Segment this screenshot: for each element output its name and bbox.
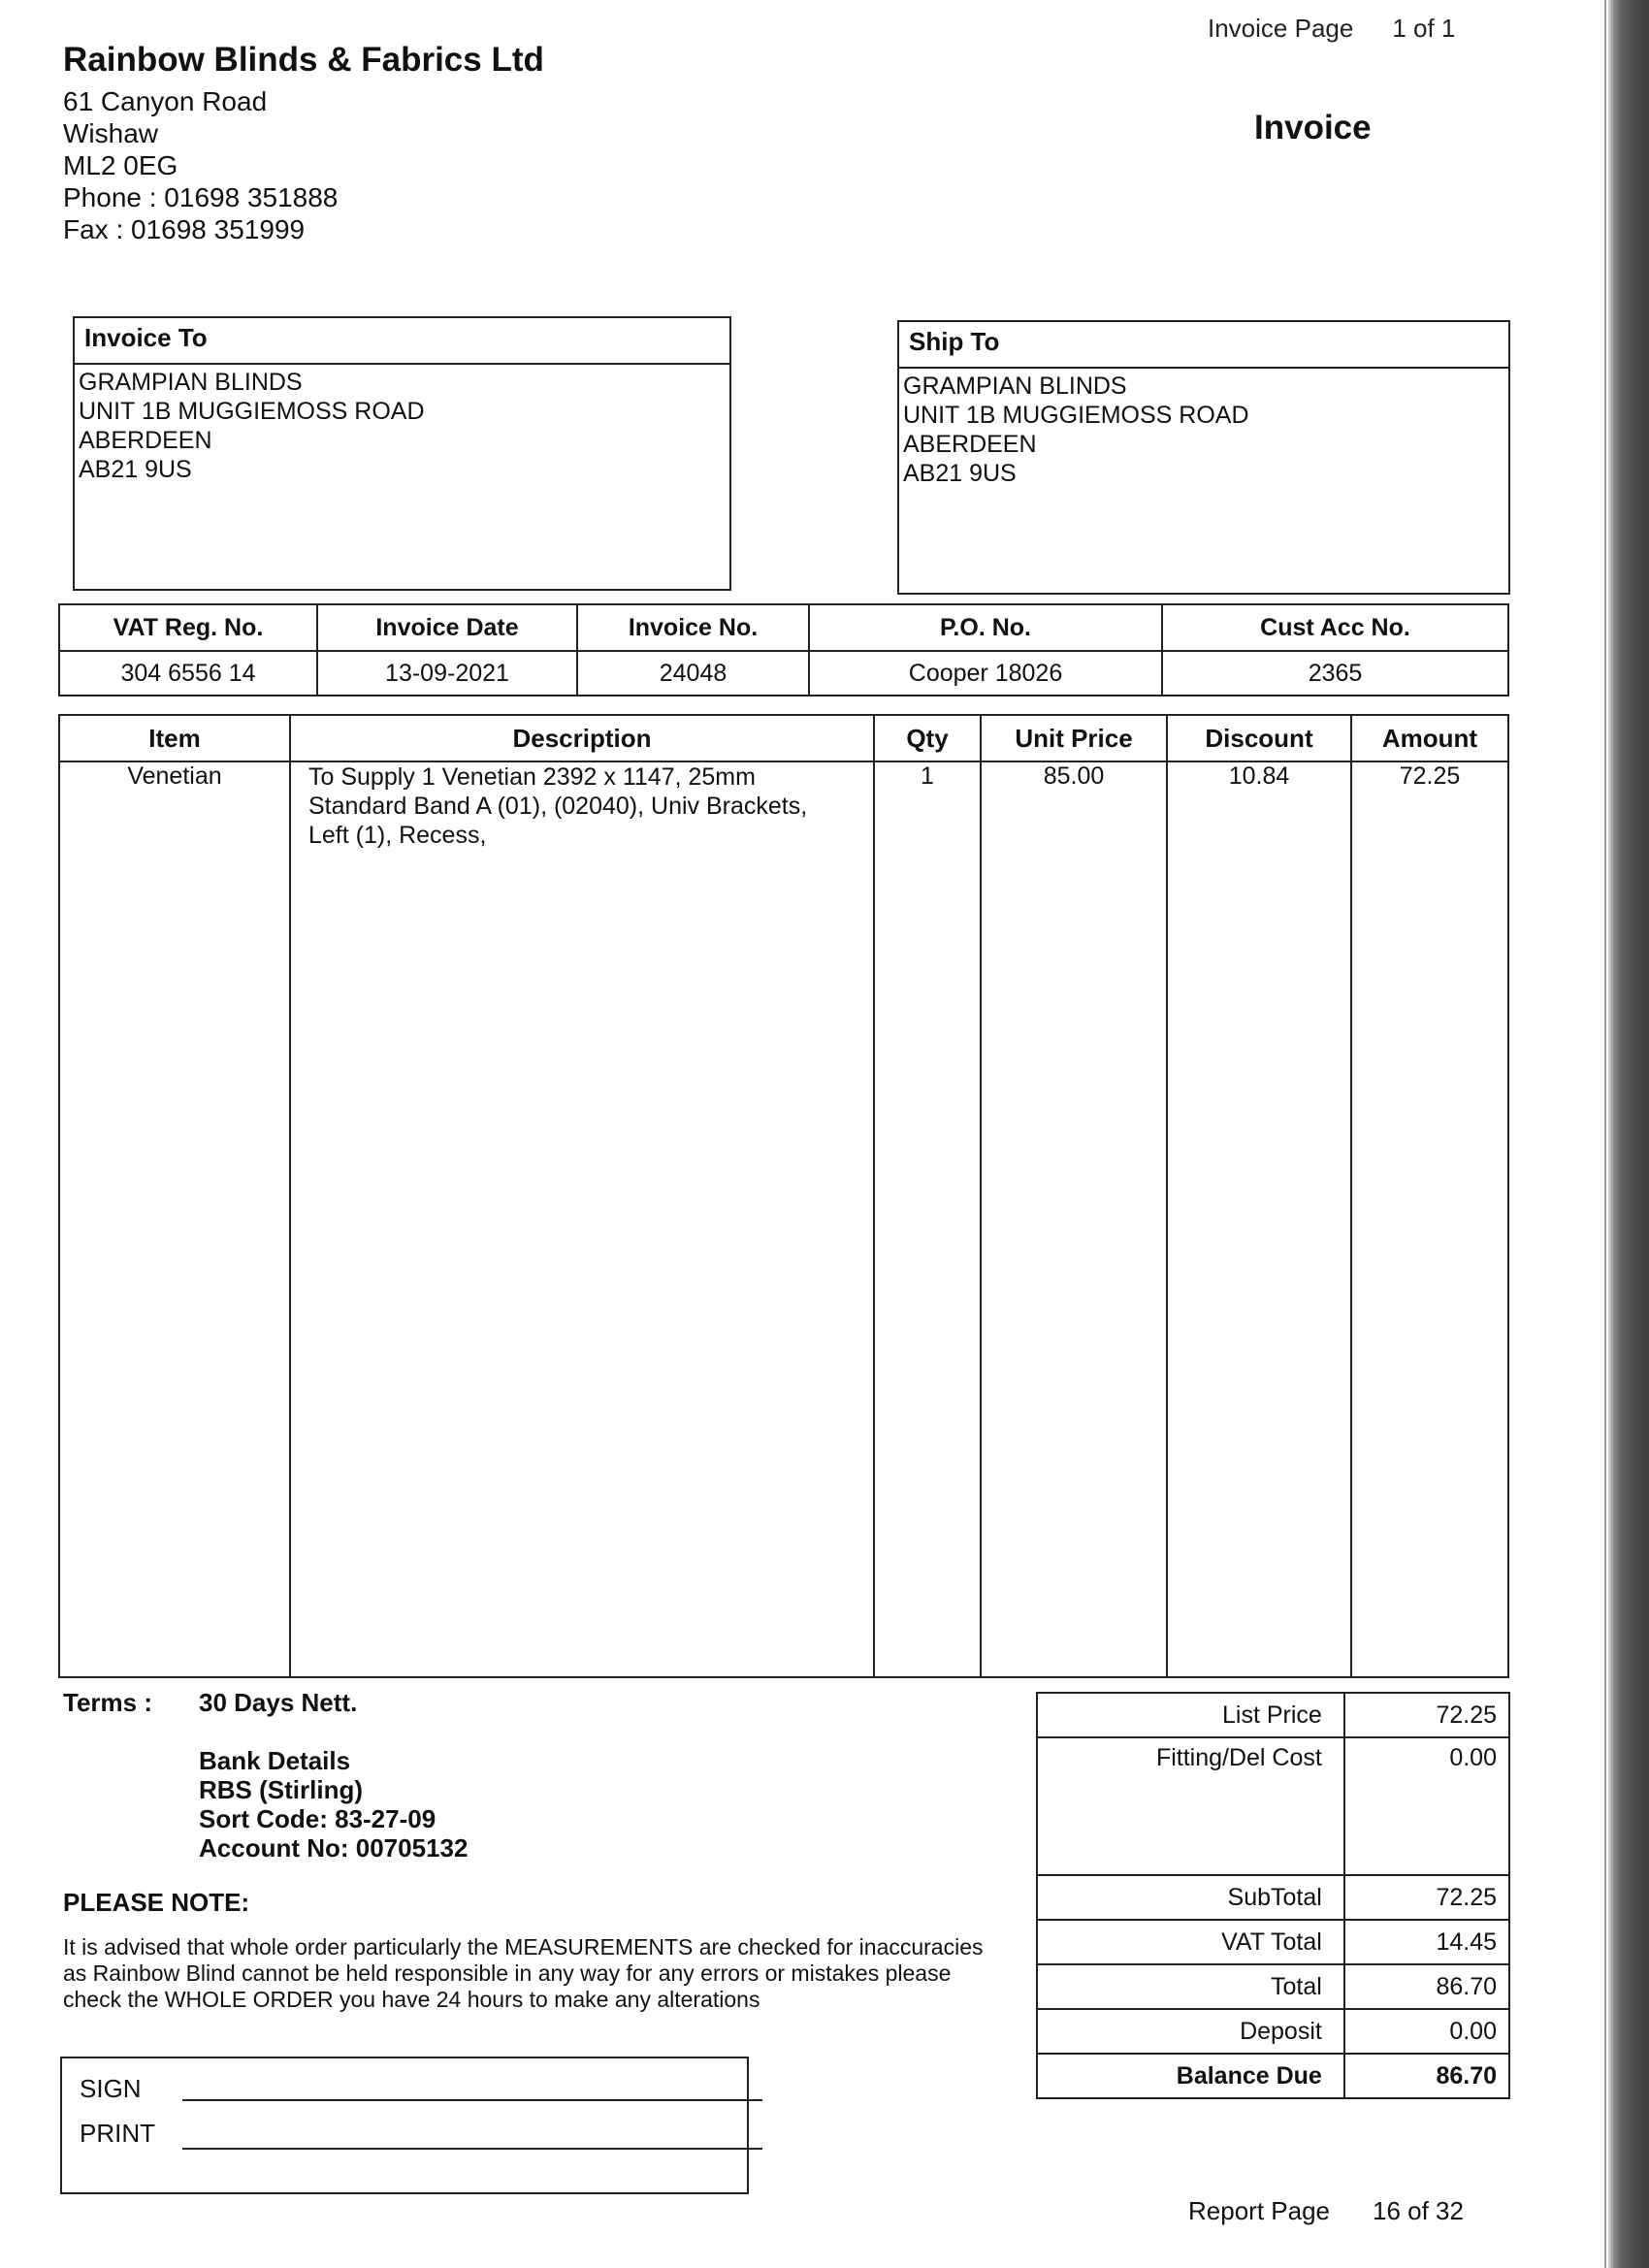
table-row [59,761,1508,1677]
print-label: PRINT [80,2119,155,2148]
company-fax: Fax : 01698 351999 [63,214,306,244]
ship-to-heading: Ship To [899,322,1508,369]
bank-name: RBS (Stirling) [199,1775,363,1804]
deposit-value: 0.00 [1344,2009,1509,2054]
ship-to-line: GRAMPIAN BLINDS [903,373,1127,400]
report-page-indicator [1188,2196,1464,2226]
description-line: To Supply 1 Venetian 2392 x 1147, 25mm [308,763,756,791]
description-cell [290,761,874,1677]
vat-reg-value: 304 6556 14 [59,651,317,696]
sign-label: SIGN [80,2074,142,2103]
cust-acc-header: Cust Acc No. [1162,604,1508,651]
vat-total-label: VAT Total [1037,1920,1344,1964]
description-line: Standard Band A (01), (02040), Univ Brackets, [308,793,808,820]
fitting-value: 0.00 [1344,1737,1509,1875]
invoice-to-line: GRAMPIAN BLINDS [79,369,303,396]
invoice-page-value: 1 of 1 [1392,14,1456,43]
unit-price-header: Unit Price [981,715,1167,761]
list-price-value: 72.25 [1344,1693,1509,1737]
bank-details-heading: Bank Details [199,1746,351,1775]
discount-header: Discount [1167,715,1351,761]
invoice-to-line: AB21 9US [79,456,192,483]
signature-box [60,2057,749,2194]
note-text: It is advised that whole order particularly the MEASUREMENTS are checked for inaccuracies as Rainbow Blind cannot be held responsible in any way for any errors or mistakes please check the WHOLE ORDER you have 24 hours to make any alterations [63,1934,984,2012]
print-line[interactable] [182,2148,762,2150]
item-header: Item [59,715,290,761]
balance-due-value: 86.70 [1344,2054,1509,2098]
terms-label: Terms : [63,1688,152,1717]
company-phone: Phone : 01698 351888 [63,182,339,212]
total-value: 86.70 [1344,1964,1509,2009]
invoice-to-heading: Invoice To [75,318,729,365]
invoice-date-value: 13-09-2021 [317,651,577,696]
invoice-page-label: Invoice Page [1208,14,1354,43]
amount-cell: 72.25 [1351,761,1508,1677]
scan-edge-line [1604,0,1606,2268]
subtotal-label: SubTotal [1037,1875,1344,1920]
discount-cell: 10.84 [1167,761,1351,1677]
qty-header: Qty [874,715,981,761]
total-label: Total [1037,1964,1344,2009]
vat-total-value: 14.45 [1344,1920,1509,1964]
sort-code: Sort Code: 83-27-09 [199,1804,436,1833]
sign-line[interactable] [182,2099,762,2101]
document-title: Invoice [1254,109,1372,146]
item-cell: Venetian [59,761,290,1677]
invoice-date-header: Invoice Date [317,604,577,651]
cust-acc-value: 2365 [1162,651,1508,696]
terms-value: 30 Days Nett. [199,1688,358,1717]
invoice-page-indicator [1208,14,1455,44]
totals-table [1036,1692,1510,2099]
invoice-info-table [58,603,1509,697]
company-address-line: 61 Canyon Road [63,86,268,116]
ship-to-line: ABERDEEN [903,431,1037,458]
balance-due-label: Balance Due [1037,2054,1344,2098]
po-no-header: P.O. No. [809,604,1162,651]
unit-price-cell: 85.00 [981,761,1167,1677]
report-page-label: Report Page [1188,2196,1330,2225]
description-header: Description [290,715,874,761]
invoice-no-value: 24048 [577,651,809,696]
company-name: Rainbow Blinds & Fabrics Ltd [63,41,544,79]
note-title: PLEASE NOTE: [63,1888,250,1917]
amount-header: Amount [1351,715,1508,761]
list-price-label: List Price [1037,1693,1344,1737]
invoice-to-line: UNIT 1B MUGGIEMOSS ROAD [79,398,425,425]
ship-to-address [899,369,1508,491]
invoice-no-header: Invoice No. [577,604,809,651]
company-address-line: ML2 0EG [63,150,178,180]
report-page-value: 16 of 32 [1372,2196,1464,2225]
ship-to-line: AB21 9US [903,460,1017,487]
ship-to-box [897,320,1510,595]
account-number: Account No: 00705132 [199,1833,469,1863]
line-items-table [58,714,1509,1678]
deposit-label: Deposit [1037,2009,1344,2054]
po-no-value: Cooper 18026 [809,651,1162,696]
invoice-to-line: ABERDEEN [79,427,212,454]
invoice-to-box [73,316,731,591]
fitting-label: Fitting/Del Cost [1037,1737,1344,1875]
vat-reg-header: VAT Reg. No. [59,604,317,651]
description-line: Left (1), Recess, [308,822,487,849]
company-address-line: Wishaw [63,118,159,148]
qty-cell: 1 [874,761,981,1677]
subtotal-value: 72.25 [1344,1875,1509,1920]
invoice-to-address [75,365,729,487]
ship-to-line: UNIT 1B MUGGIEMOSS ROAD [903,402,1249,429]
scan-edge-shadow [1608,0,1649,2268]
